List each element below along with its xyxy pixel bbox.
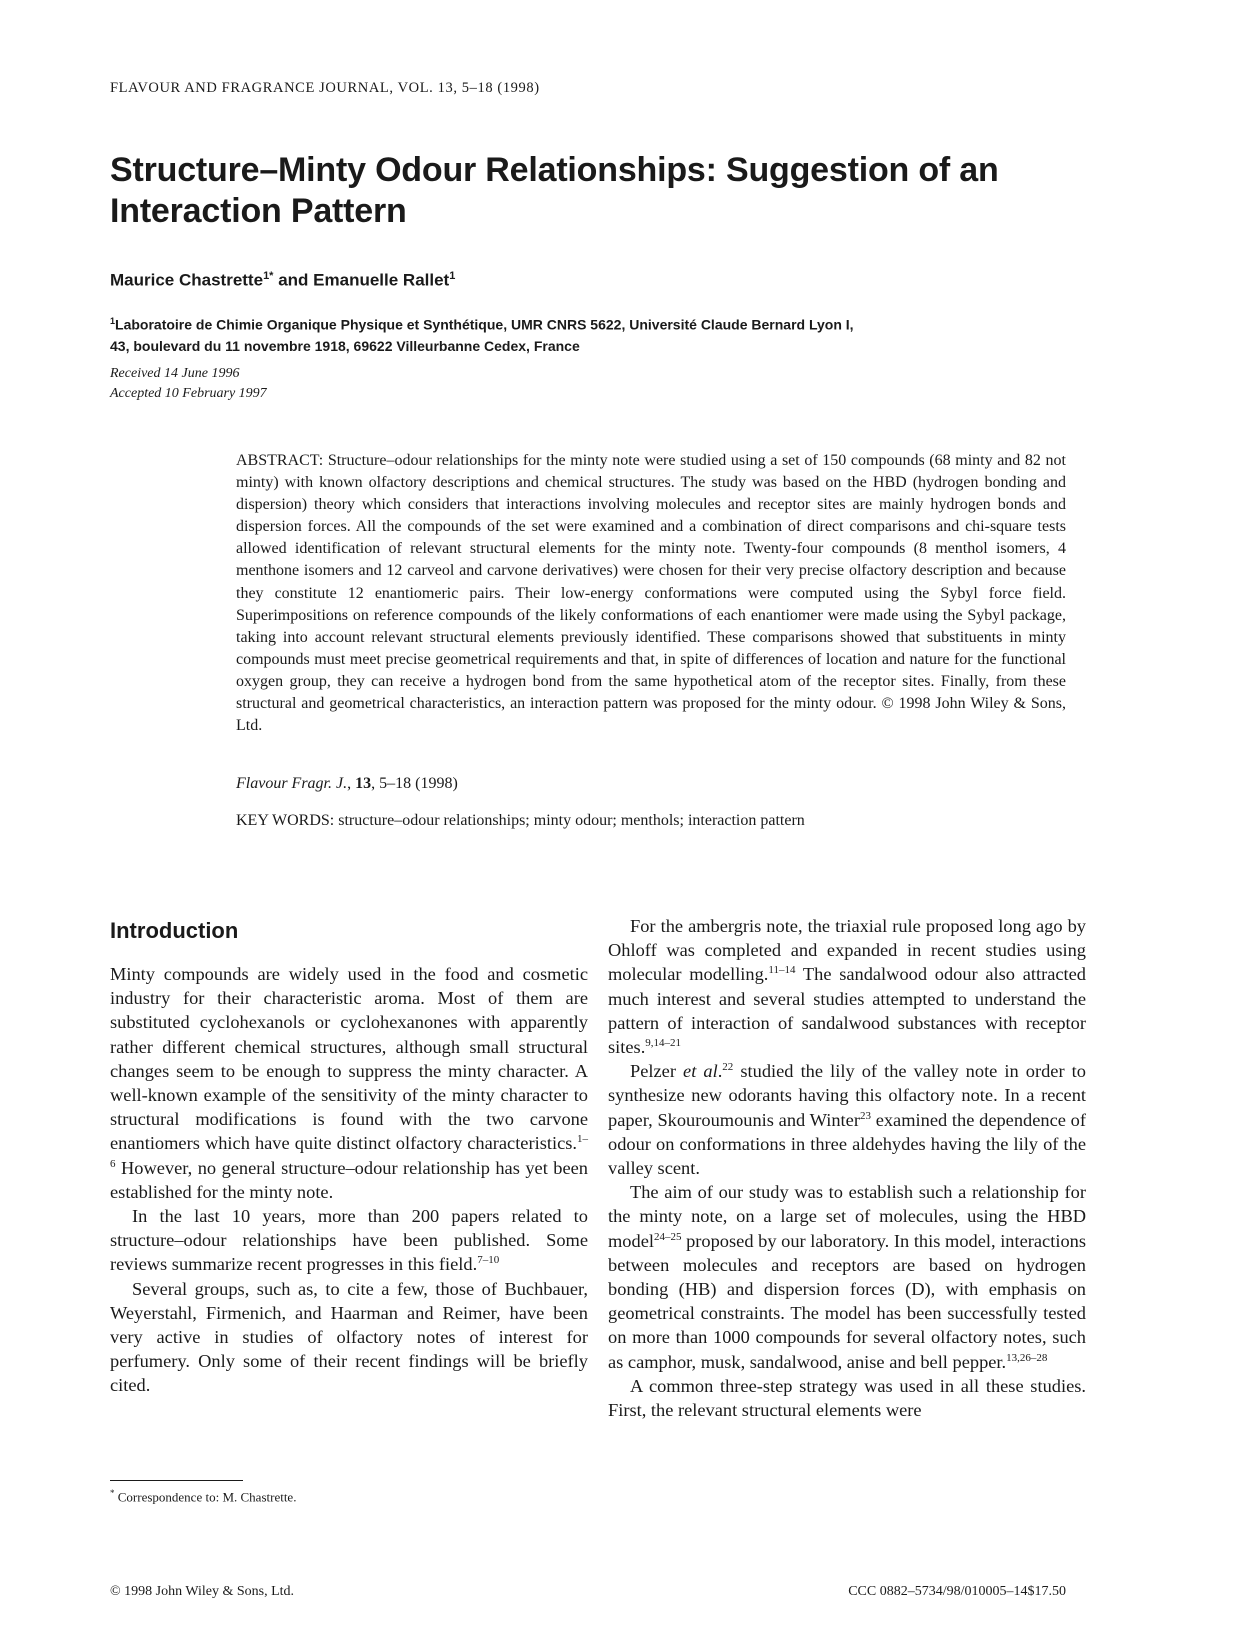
paragraph [608, 1180, 1086, 1374]
reference-mark: 7–10 [477, 1254, 500, 1267]
affiliation-line: 43, boulevard du 11 novembre 1918, 69622 Villeurbanne Cedex, France [110, 337, 580, 354]
affiliation-line: Laboratoire de Chimie Organique Physique et Synthétique, UMR CNRS 5622, Université Claude Bernard Lyon I, [115, 316, 854, 333]
footnote-divider [110, 1480, 243, 1481]
author-conjunction: and [278, 270, 309, 290]
abstract: ABSTRACT: Structure–odour relationships for the minty note were studied using a set of 150 compounds (68 minty and 82 not minty) with known olfactory descriptions and chemical structures. The study was based on the HBD (hydrogen bonding and dispersion) theory which considers that interactions involving molecules and receptor sites are mainly hydrogen bonds and dispersion forces. All the compounds of the set were examined and a combination of direct comparisons and chi-square tests allowed identification of relevant structural elements for the minty note. Twenty-four compounds (8 menthol isomers, 4 menthone isomers and 12 carveol and carvone derivatives) were chosen for their very precise olfactory description and because they constitute 12 enantiomeric pairs. Their low-energy conformations were computed using the Sybyl force field. Superimpositions on reference compounds of the likely conformations of each enantiomer were made using the Sybyl package, taking into account relevant structural elements previously identified. These comparisons showed that substituents in minty compounds must meet precise geometrical requirements and that, in spite of differences of location and nature for the functional oxygen group, they can receive a hydrogen bond from the same hypothetical atom of the receptor sites. Finally, from these structural and geometrical characteristics, an interaction pattern was proposed for the minty odour. © 1998 John Wiley & Sons, Ltd. [236, 452, 1066, 735]
reference-mark: 1–6 [110, 1133, 588, 1170]
reference-mark: 11–14 [768, 964, 796, 977]
received-date: Received 14 June 1996 [110, 366, 240, 381]
affiliation [110, 311, 1010, 357]
paragraph [608, 914, 1086, 1059]
keywords: KEY WORDS: structure–odour relationships; minty odour; menthols; interaction pattern [236, 812, 805, 829]
citation-journal: Flavour Fragr. J. [236, 775, 348, 792]
reference-mark: 23 [859, 1109, 871, 1122]
footnote [110, 1488, 296, 1505]
text-run: However, no general structure–odour relationship has yet been established for the minty note. [110, 1157, 588, 1202]
citation-sep: , [347, 775, 356, 792]
paragraph: A common three-step strategy was used in all these studies. First, the relevant structural elements were [608, 1375, 1086, 1421]
reference-mark: 22 [722, 1061, 734, 1074]
paragraph [110, 962, 588, 1204]
right-column [608, 914, 1086, 1422]
text-run: examined the dependence of odour on conformations in three aldehydes having the lily of the valley scent. [608, 1109, 1086, 1179]
affiliation-mark: 1 [110, 316, 116, 326]
citation-pages: , 5–18 (1998) [371, 775, 458, 792]
accepted-date: Accepted 10 February 1997 [110, 386, 267, 401]
article-title: Structure–Minty Odour Relationships: Suggestion of an Interaction Pattern [110, 151, 999, 230]
paragraph: Several groups, such as, to cite a few, those of Buchbauer, Weyerstahl, Firmenich, and Haarman and Reimer, have been very active in studies of olfactory notes of interest for perfumery. Only some of their recent findings will be briefly cited. [110, 1278, 588, 1396]
text-run: et al [683, 1061, 718, 1082]
paragraph [110, 1204, 588, 1277]
history-dates [110, 364, 267, 404]
text-run: proposed by our laboratory. In this model, interactions between molecules and receptors are based on hydrogen bonding (HB) and dispersion forces (D), with emphasis on geometrical constraints. The model has been successfully tested on more than 1000 compounds for several olfactory notes, such as camphor, musk, sandalwood, anise and bell pepper. [608, 1230, 1086, 1372]
author-line [110, 270, 455, 291]
text-run: For the ambergris note, the triaxial rule proposed long ago by Ohloff was completed and expanded in recent studies using molecular modelling. [608, 916, 1086, 985]
citation-volume: 13 [355, 775, 372, 792]
paragraph [608, 1059, 1086, 1180]
reference-mark: 9,14–21 [645, 1037, 682, 1050]
running-head: FLAVOUR AND FRAGRANCE JOURNAL, VOL. 13, 5–18 (1998) [110, 80, 540, 96]
section-heading: Introduction [110, 918, 239, 943]
left-column [110, 962, 588, 1398]
author-mark: 1 [449, 270, 456, 282]
author-name: Emanuelle Rallet [313, 270, 450, 290]
text-run: Pelzer [630, 1061, 684, 1082]
footer-copyright: © 1998 John Wiley & Sons, Ltd. [110, 1584, 295, 1599]
text-run: studied the lily of the valley note in order to synthesize new odorants having this olfactory note. In a recent paper, Skouroumounis and Winter [608, 1061, 1086, 1130]
footer-code: CCC 0882–5734/98/010005–14$17.50 [848, 1584, 1066, 1599]
text-run: The aim of our study was to establish such a relationship for the minty note, on a large set of molecules, using the HBD model [608, 1182, 1086, 1251]
text-run: The sandalwood odour also attracted much interest and several studies attempted to understand the pattern of interaction of sandalwood substances with receptor sites. [608, 964, 1086, 1058]
reference-mark: 13,26–28 [1006, 1351, 1048, 1364]
journal-citation [236, 775, 458, 793]
footnote-mark: * [110, 1488, 115, 1498]
text-run: In the last 10 years, more than 200 papers related to structure–odour relationships have been published. Some reviews summarize recent progresses in this field. [110, 1206, 588, 1275]
text-run: . [717, 1061, 723, 1082]
author-name: Maurice Chastrette [110, 270, 264, 290]
reference-mark: 24–25 [653, 1230, 682, 1243]
footnote-text: Correspondence to: M. Chastrette. [114, 1489, 297, 1505]
text-run: Minty compounds are widely used in the food and cosmetic industry for their characteristic aroma. Most of them are substituted cyclohexanols or cyclohexanones with apparently rather different chemical structures, although small structural changes seem to be enough to suppress the minty character. A well-known example of the sensitivity of the minty character to structural modifications is found with the two carvone enantiomers which have quite distinct olfactory characteristics. [110, 964, 588, 1154]
author-mark: 1* [263, 270, 274, 282]
